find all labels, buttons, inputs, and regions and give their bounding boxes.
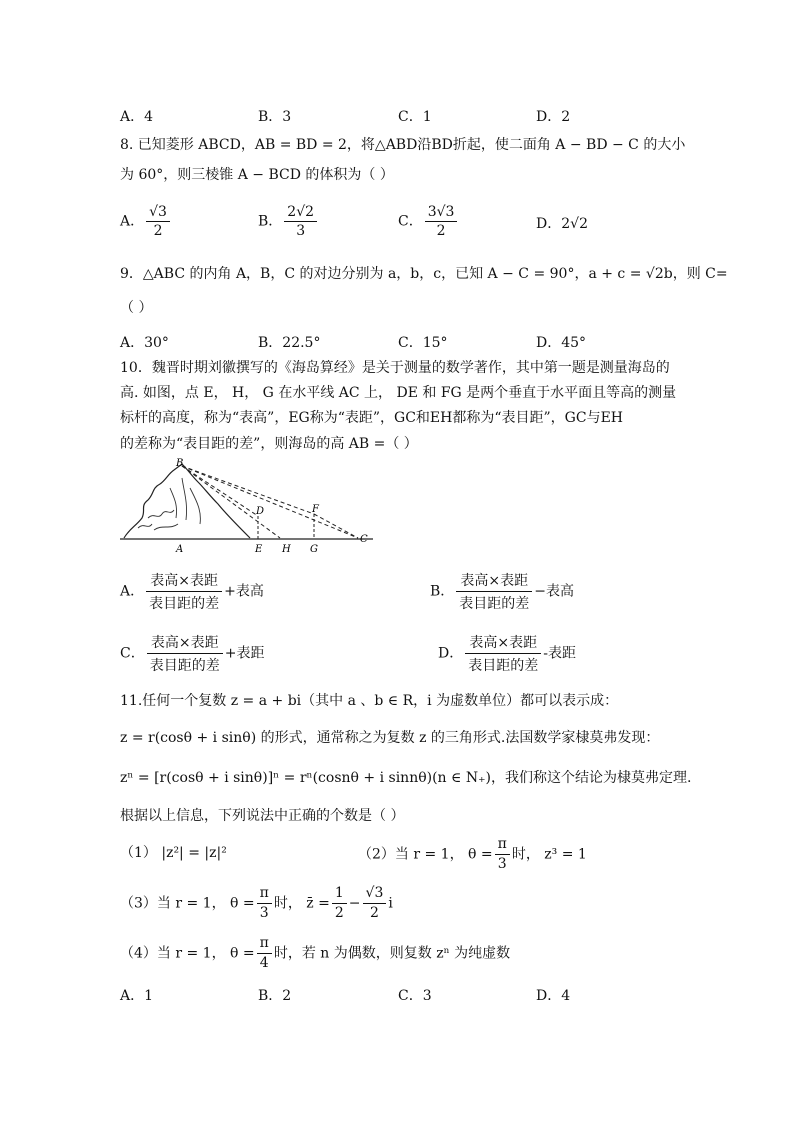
mountain-shading (138, 478, 200, 530)
q8-option-c[interactable] (398, 204, 459, 239)
sight-line-bd (182, 466, 258, 516)
label-g: G (310, 544, 318, 555)
option-label: D． (438, 645, 464, 662)
sight-line-bc (182, 466, 358, 538)
q7-option-d[interactable]: D．2 (536, 109, 571, 125)
q8-option-d[interactable] (536, 213, 588, 233)
q11-stem-line3: zⁿ = [r(cosθ + i sinθ)]ⁿ = rⁿ(cosnθ + i sinnθ)(n ∈ N₊)，我们称这个结论为棣莫弗定理. (120, 770, 692, 786)
q9-stem-line1: 9．△ABC 的内角 A，B，C 的对边分别为 a，b，c，已知 A − C = 90°，a + c = √2b，则 C= (120, 266, 728, 282)
option-label: B． (430, 583, 455, 600)
q7-option-a[interactable]: A．4 (120, 109, 154, 125)
q11-statement-3: （3）当 r = 1， θ = $\frac{\pi}{3}$ 时， z̄ = $\frac{1}{2}$ − $\frac{√3}{2}$ i (120, 885, 393, 921)
q9-option-c[interactable]: C．15° (398, 335, 448, 351)
q8-option-b[interactable] (258, 204, 319, 239)
q11-stem-line1: 11.任何一个复数 z = a + bi（其中 a 、b ∈ R，i 为虚数单位）都可以表示成： (120, 693, 619, 709)
island-measurement-figure (118, 458, 380, 558)
option-suffix: -表距 (543, 645, 576, 662)
q10-stem-line2: 高. 如图，点 E， H， G 在水平线 AC 上， DE 和 FG 是两个垂直于水平面且等高的测量 (120, 385, 677, 401)
option-value: 2√2 (561, 216, 588, 232)
q10-stem-line1: 10．魏晋时期刘徽撰写的《海岛算经》是关于测量的数学著作，其中第一题是测量海岛的 (120, 360, 670, 376)
q11-option-b[interactable]: B．2 (258, 988, 292, 1004)
q10-option-c[interactable] (120, 632, 264, 675)
label-e: E (255, 544, 263, 555)
fraction: $\frac{3√3}{2}$ (425, 204, 458, 239)
q11-stem-line2: z = r(cosθ + i sinθ) 的形式，通常称之为复数 z 的三角形式.法国数学家棣莫弗发现： (120, 730, 660, 746)
option-label: A． (120, 213, 145, 230)
sight-line-fc (314, 514, 358, 538)
option-suffix: +表距 (224, 645, 265, 662)
fraction: $\frac{2√2}{3}$ (284, 204, 317, 239)
option-label: C． (398, 213, 423, 230)
fraction: $\frac{\text{表高×表距}}{\text{表目距的差}}$ (146, 570, 222, 613)
q11-statement-1: （1） |z²| = |z|² (120, 845, 227, 861)
q11-statement-2: （2）当 r = 1， θ = $\frac{\pi}{3}$ 时， z³ = 1 (358, 836, 587, 872)
q7-option-c[interactable]: C．1 (398, 109, 432, 125)
q10-stem-line4: 的差称为“表目距的差”，则海岛的高 AB =（ ） (120, 436, 418, 452)
q11-option-a[interactable]: A．1 (120, 988, 154, 1004)
label-c: C (360, 534, 368, 545)
q7-option-b[interactable]: B．3 (258, 109, 292, 125)
option-label: A． (120, 583, 145, 600)
label-f: F (312, 504, 319, 515)
option-suffix: +表高 (224, 583, 264, 600)
label-a: A (176, 544, 184, 555)
q11-statement-4: （4）当 r = 1， θ = $\frac{\pi}{4}$ 时，若 n 为偶数，则复数 zⁿ 为纯虚数 (120, 935, 511, 971)
sight-line-bf (182, 466, 314, 514)
q10-option-a[interactable] (120, 570, 264, 613)
fraction: $\frac{\text{表高×表距}}{\text{表目距的差}}$ (456, 570, 532, 613)
q11-option-d[interactable]: D．4 (536, 988, 571, 1004)
q11-stem-line4: 根据以上信息，下列说法中正确的个数是（ ） (120, 808, 405, 824)
option-label: B． (258, 213, 283, 230)
option-label: D． (536, 216, 562, 232)
q8-stem-line2: 为 60°，则三棱锥 A − BCD 的体积为（ ） (120, 167, 394, 183)
q9-option-a[interactable]: A．30° (120, 335, 169, 351)
q8-stem-line1: 8. 已知菱形 ABCD，AB = BD = 2，将△ABD沿BD折起，使二面角 A − BD − C 的大小 (120, 137, 686, 153)
q10-option-d[interactable] (438, 632, 576, 675)
option-label: C． (120, 645, 145, 662)
q9-option-b[interactable]: B．22.5° (258, 335, 321, 351)
mountain-outline (124, 464, 250, 538)
option-suffix: −表高 (534, 583, 575, 600)
q10-stem-line3: 标杆的高度，称为“表高”，EG称为“表距”，GC和EH都称为“表目距”，GC与EH (120, 410, 623, 426)
fraction: $\frac{\text{表高×表距}}{\text{表目距的差}}$ (465, 632, 541, 675)
fraction: $\frac{\text{表高×表距}}{\text{表目距的差}}$ (147, 632, 223, 675)
label-b: B (176, 458, 184, 469)
q8-option-a[interactable] (120, 204, 172, 239)
q10-option-b[interactable] (430, 570, 574, 613)
fraction: $\frac{√3}{2}$ (146, 204, 170, 239)
label-h: H (282, 544, 291, 555)
label-d: D (256, 506, 265, 517)
q9-option-d[interactable]: D．45° (536, 335, 587, 351)
q9-stem-line2: （ ） (120, 300, 153, 316)
q11-option-c[interactable]: C．3 (398, 988, 432, 1004)
